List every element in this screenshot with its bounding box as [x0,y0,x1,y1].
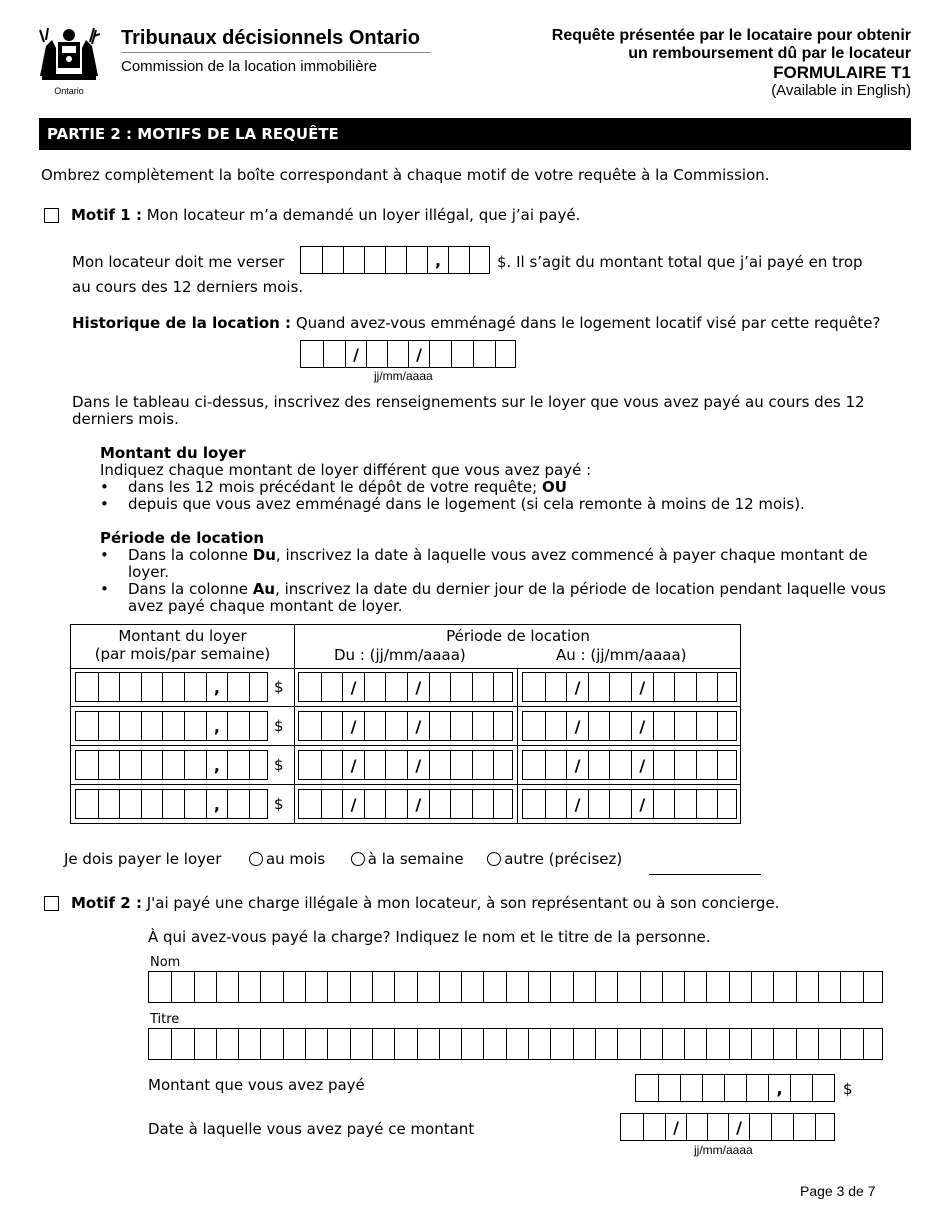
col-from-header: Du : (jj/mm/aaaa) [334,646,466,664]
reason2-label: Motif 2 : [71,894,142,912]
reason2-checkbox[interactable] [44,896,59,911]
form-code: FORMULAIRE T1 [773,63,911,82]
ontario-coat-of-arms-icon [36,26,102,84]
section-title-bar [39,118,911,150]
amount-paid-label: Montant que vous avez payé [148,1076,365,1094]
rent-amount-input-1[interactable]: , [75,672,268,702]
section-instruction: Ombrez complètement la boîte correspondant à chaque motif de votre requête à la Commission. [41,166,770,184]
rent-amount-input-3[interactable]: , [75,750,268,780]
period-bullet-1: • Dans la colonne Du, inscrivez la date à laquelle vous avez commencé à payer chaque montant de loyer. [100,546,868,581]
rent-currency: $ [274,678,284,696]
frequency-label: Je dois payer le loyer [64,850,222,868]
form-title-line1: Requête présentée par le locataire pour obtenir [551,27,911,44]
move-in-date-caption: jj/mm/aaaa [374,369,433,383]
who-question: À qui avez-vous payé la charge? Indiquez le nom et le titre de la personne. [148,928,711,946]
rent-frequency [64,850,622,868]
page-number: Page 3 de 7 [800,1183,876,1199]
table-intro: Dans le tableau ci-dessus, inscrivez des renseignements sur le loyer que vous avez payé au cours des 12 derniers mois. [72,393,865,428]
title-label: Titre [150,1012,180,1027]
rent-table-row-divider [71,706,740,707]
form-title-line2: un remboursement dû par le locateur [628,45,911,62]
rent-from-date-input-3[interactable]: / / [298,750,513,780]
rent-to-date-input-4[interactable]: / / [522,789,737,819]
rent-amount-input-4[interactable]: , [75,789,268,819]
reason1-text: Mon locateur m’a demandé un loyer illégal, que j’ai payé. [146,206,581,224]
rent-bullet-2: • depuis que vous avez emménagé dans le logement (si cela remonte à moins de 12 mois). [100,495,805,513]
payment-date-label: Date à laquelle vous avez payé ce montant [148,1120,475,1138]
rent-instructions [100,445,910,513]
payment-date-input[interactable]: / / [620,1113,835,1141]
owes-prefix: Mon locateur doit me verser [72,253,285,271]
col-period-header: Période de location [446,627,590,645]
rent-currency: $ [274,756,284,774]
title-input[interactable] [148,1028,883,1060]
ontario-logo [36,26,102,96]
frequency-other-input[interactable] [649,874,761,875]
frequency-month-radio[interactable] [249,852,263,866]
reason1-line [71,206,580,224]
rent-amount-input-2[interactable]: , [75,711,268,741]
col-rent-header: Montant du loyer (par mois/par semaine) [94,627,271,663]
rent-bullet-1: • dans les 12 mois précédant le dépôt de votre requête; OU [100,478,567,496]
rent-intro: Indiquez chaque montant de loyer différent que vous avez payé : [100,461,592,479]
amount-paid-input[interactable]: , [635,1074,835,1102]
reason2-line [71,894,779,912]
rent-from-date-input-1[interactable]: / / [298,672,513,702]
owed-amount-input[interactable] [300,246,490,274]
amount-currency: $ [843,1080,853,1098]
frequency-week-radio[interactable] [351,852,365,866]
rent-to-date-input-1[interactable]: / / [522,672,737,702]
rent-to-date-input-3[interactable]: / / [522,750,737,780]
period-heading: Période de location [100,529,265,547]
available-in-english: (Available in English) [771,82,911,99]
history-line [72,314,880,332]
reason1-label: Motif 1 : [71,206,142,224]
frequency-month-option[interactable]: au mois [249,850,325,868]
frequency-week-option[interactable]: à la semaine [351,850,464,868]
org-name: Tribunaux décisionnels Ontario [121,27,420,49]
reason1-checkbox[interactable] [44,208,59,223]
rent-heading: Montant du loyer [100,444,246,462]
rent-to-date-input-2[interactable]: / / [522,711,737,741]
payment-date-caption: jj/mm/aaaa [694,1143,753,1157]
rent-currency: $ [274,717,284,735]
rent-currency: $ [274,795,284,813]
board-name: Commission de la location immobilière [121,58,377,75]
name-input[interactable] [148,971,883,1003]
decimal-comma: , [427,247,448,273]
move-in-date-input[interactable]: / / [300,340,516,368]
name-label: Nom [150,955,181,970]
logo-caption: Ontario [54,86,84,96]
frequency-other-option[interactable]: autre (précisez) [487,850,622,868]
rent-table-row-divider [71,784,740,785]
history-question: Quand avez-vous emménagé dans le logement locatif visé par cette requête? [295,314,881,332]
owes-suffix: $. Il s’agit du montant total que j’ai payé en trop [497,253,863,271]
rent-from-date-input-2[interactable]: / / [298,711,513,741]
form-title-block [552,27,911,99]
reason2-text: J'ai payé une charge illégale à mon locateur, à son représentant ou à son concierge. [146,894,780,912]
rent-from-date-input-4[interactable]: / / [298,789,513,819]
owes-line2: au cours des 12 derniers mois. [72,278,304,296]
period-instructions [100,530,910,615]
frequency-other-radio[interactable] [487,852,501,866]
rent-table-row-divider [71,745,740,746]
col-to-header: Au : (jj/mm/aaaa) [556,646,687,664]
header-divider [121,52,431,53]
section-title: PARTIE 2 : MOTIFS DE LA REQUÊTE [47,125,339,143]
period-bullet-2: • Dans la colonne Au, inscrivez la date du dernier jour de la période de location pendant laquelle vous avez payé chaque montant de loyer. [100,580,886,615]
history-label: Historique de la location : [72,314,292,332]
rent-table-period-divider [517,668,518,823]
